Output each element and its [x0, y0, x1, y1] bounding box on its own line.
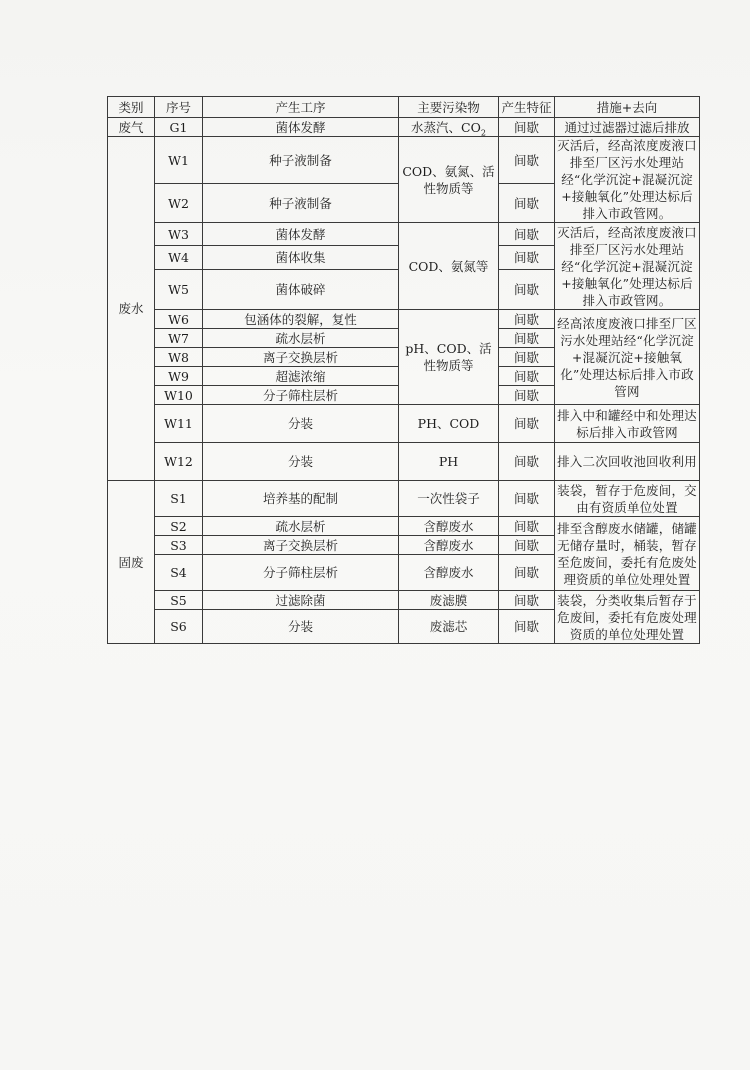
measure-cell: 排入二次回收池回收利用 [555, 443, 700, 481]
feature-cell: 间歇 [499, 517, 555, 536]
feature-cell: 间歇 [499, 443, 555, 481]
feature-cell: 间歇 [499, 137, 555, 184]
process-cell: 分装 [203, 405, 399, 443]
feature-cell: 间歇 [499, 184, 555, 223]
process-cell: 包涵体的裂解，复性 [203, 310, 399, 329]
header-measure: 措施+去向 [555, 97, 700, 118]
code-cell: G1 [155, 118, 203, 137]
header-pollutant: 主要污染物 [399, 97, 499, 118]
pollutant-cell: pH、COD、活性物质等 [399, 310, 499, 405]
pollutant-cell: 含醇废水 [399, 536, 499, 555]
process-cell: 离子交换层析 [203, 348, 399, 367]
feature-cell: 间歇 [499, 367, 555, 386]
process-cell: 超滤浓缩 [203, 367, 399, 386]
process-cell: 菌体发酵 [203, 118, 399, 137]
pollutant-cell: 含醇废水 [399, 555, 499, 591]
process-cell: 菌体收集 [203, 246, 399, 270]
code-cell: W5 [155, 270, 203, 310]
code-cell: W11 [155, 405, 203, 443]
header-process: 产生工序 [203, 97, 399, 118]
header-feature: 产生特征 [499, 97, 555, 118]
feature-cell: 间歇 [499, 481, 555, 517]
feature-cell: 间歇 [499, 223, 555, 246]
table-header-row [108, 97, 700, 118]
category-solid: 固废 [108, 481, 155, 644]
process-cell: 培养基的配制 [203, 481, 399, 517]
header-code: 序号 [155, 97, 203, 118]
table-row [108, 137, 700, 184]
feature-cell: 间歇 [499, 118, 555, 137]
feature-cell: 间歇 [499, 591, 555, 610]
feature-cell: 间歇 [499, 555, 555, 591]
process-cell: 菌体发酵 [203, 223, 399, 246]
measure-cell: 灭活后，经高浓度废液口排至厂区污水处理站经“化学沉淀+混凝沉淀+接触氧化”处理达标后排入市政管网。 [555, 137, 700, 223]
pollutant-cell: COD、氨氮、活性物质等 [399, 137, 499, 223]
measure-cell: 灭活后，经高浓度废液口排至厂区污水处理站经“化学沉淀+混凝沉淀+接触氧化”处理达标后排入市政管网。 [555, 223, 700, 310]
measure-cell: 装袋，暂存于危废间，交由有资质单位处置 [555, 481, 700, 517]
table-row [108, 118, 700, 137]
table-row [108, 310, 700, 329]
code-cell: W12 [155, 443, 203, 481]
pollutant-cell: 废滤膜 [399, 591, 499, 610]
table-row [108, 481, 700, 517]
category-water: 废水 [108, 137, 155, 481]
process-cell: 离子交换层析 [203, 536, 399, 555]
pollutant-cell: PH、COD [399, 405, 499, 443]
process-cell: 菌体破碎 [203, 270, 399, 310]
measure-cell: 通过过滤器过滤后排放 [555, 118, 700, 137]
code-cell: W4 [155, 246, 203, 270]
feature-cell: 间歇 [499, 329, 555, 348]
feature-cell: 间歇 [499, 610, 555, 644]
pollutant-table [107, 96, 700, 644]
pollutant-cell: 含醇废水 [399, 517, 499, 536]
code-cell: S1 [155, 481, 203, 517]
code-cell: S4 [155, 555, 203, 591]
table-row [108, 517, 700, 536]
measure-cell: 排至含醇废水储罐，储罐无储存量时，桶装，暂存至危废间，委托有危废处理资质的单位处理处置 [555, 517, 700, 591]
process-cell: 种子液制备 [203, 137, 399, 184]
table-row [108, 443, 700, 481]
process-cell: 分装 [203, 443, 399, 481]
measure-cell: 经高浓度废液口排至厂区污水处理站经“化学沉淀+混凝沉淀+接触氧化”处理达标后排入市政管网 [555, 310, 700, 405]
code-cell: W6 [155, 310, 203, 329]
measure-cell: 装袋，分类收集后暂存于危废间，委托有危废处理资质的单位处理处置 [555, 591, 700, 644]
code-cell: W3 [155, 223, 203, 246]
feature-cell: 间歇 [499, 310, 555, 329]
code-cell: W8 [155, 348, 203, 367]
pollutant-text: 水蒸汽、CO [411, 119, 481, 135]
table-row [108, 223, 700, 246]
category-gas: 废气 [108, 118, 155, 137]
header-category: 类别 [108, 97, 155, 118]
code-cell: W9 [155, 367, 203, 386]
pollutant-cell: COD、氨氮等 [399, 223, 499, 310]
feature-cell: 间歇 [499, 405, 555, 443]
code-cell: W7 [155, 329, 203, 348]
table-row [108, 405, 700, 443]
feature-cell: 间歇 [499, 348, 555, 367]
feature-cell: 间歇 [499, 386, 555, 405]
code-cell: S3 [155, 536, 203, 555]
pollutant-cell [399, 118, 499, 137]
process-cell: 种子液制备 [203, 184, 399, 223]
feature-cell: 间歇 [499, 246, 555, 270]
measure-cell: 排入中和罐经中和处理达标后排入市政管网 [555, 405, 700, 443]
pollutant-subscript: 2 [480, 128, 486, 137]
pollutant-cell: 一次性袋子 [399, 481, 499, 517]
process-cell: 过滤除菌 [203, 591, 399, 610]
code-cell: S5 [155, 591, 203, 610]
table-row [108, 591, 700, 610]
feature-cell: 间歇 [499, 270, 555, 310]
pollutant-cell: PH [399, 443, 499, 481]
process-cell: 分子筛柱层析 [203, 555, 399, 591]
process-cell: 疏水层析 [203, 517, 399, 536]
process-cell: 疏水层析 [203, 329, 399, 348]
code-cell: S2 [155, 517, 203, 536]
code-cell: W10 [155, 386, 203, 405]
code-cell: W2 [155, 184, 203, 223]
pollutant-cell: 废滤芯 [399, 610, 499, 644]
feature-cell: 间歇 [499, 536, 555, 555]
process-cell: 分子筛柱层析 [203, 386, 399, 405]
code-cell: W1 [155, 137, 203, 184]
process-cell: 分装 [203, 610, 399, 644]
code-cell: S6 [155, 610, 203, 644]
